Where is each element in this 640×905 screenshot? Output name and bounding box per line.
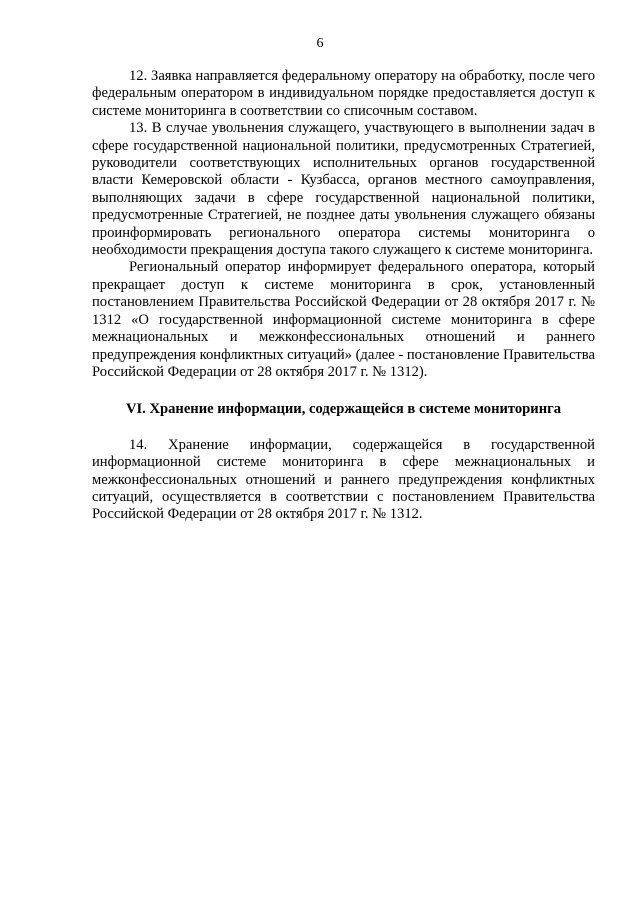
paragraph-14: 14. Хранение информации, содержащейся в государственной информационной системе мониторинга в сфере межнациональных и межконфессиональных отношений и раннего предупреждения конфликтных ситуаций, осуществляется в соответствии с постановлением Правительства Российской Федерации от 28 октября 2017 г. № 1312.	[92, 436, 595, 523]
paragraph-13: 13. В случае увольнения служащего, участвующего в выполнении задач в сфере государственной национальной политики, предусмотренных Стратегией, руководители соответствующих исполнительных органов государственной власти Кемеровской области - Кузбасса, органов местного самоуправления, выполняющих задачи в сфере государственной национальной политики, предусмотренные Стратегией, не позднее даты увольнения служащего обязаны проинформировать регионального оператора системы мониторинга о необходимости прекращения доступа такого служащего к системе мониторинга.	[92, 120, 595, 259]
section-heading: VI. Хранение информации, содержащейся в системе мониторинга	[125, 401, 562, 418]
paragraph-regional-operator: Региональный оператор информирует федерального оператора, который прекращает доступ к системе мониторинга в срок, установленный постановлением Правительства Российской Федерации от 28 октября 2017 г. № 1312 «О государственной информационной системе мониторинга в сфере межнациональных и межконфессиональных отношений и раннего предупреждения конфликтных ситуаций» (далее - постановление Правительства Российской Федерации от 28 октября 2017 г. № 1312).	[92, 259, 595, 380]
paragraph-12: 12. Заявка направляется федеральному оператору на обработку, после чего федеральным оператором в индивидуальном порядке предоставляется доступ к системе мониторинга в соответствии со списочным составом.	[92, 68, 595, 119]
page-number: 6	[316, 36, 324, 51]
document-body	[92, 68, 595, 524]
